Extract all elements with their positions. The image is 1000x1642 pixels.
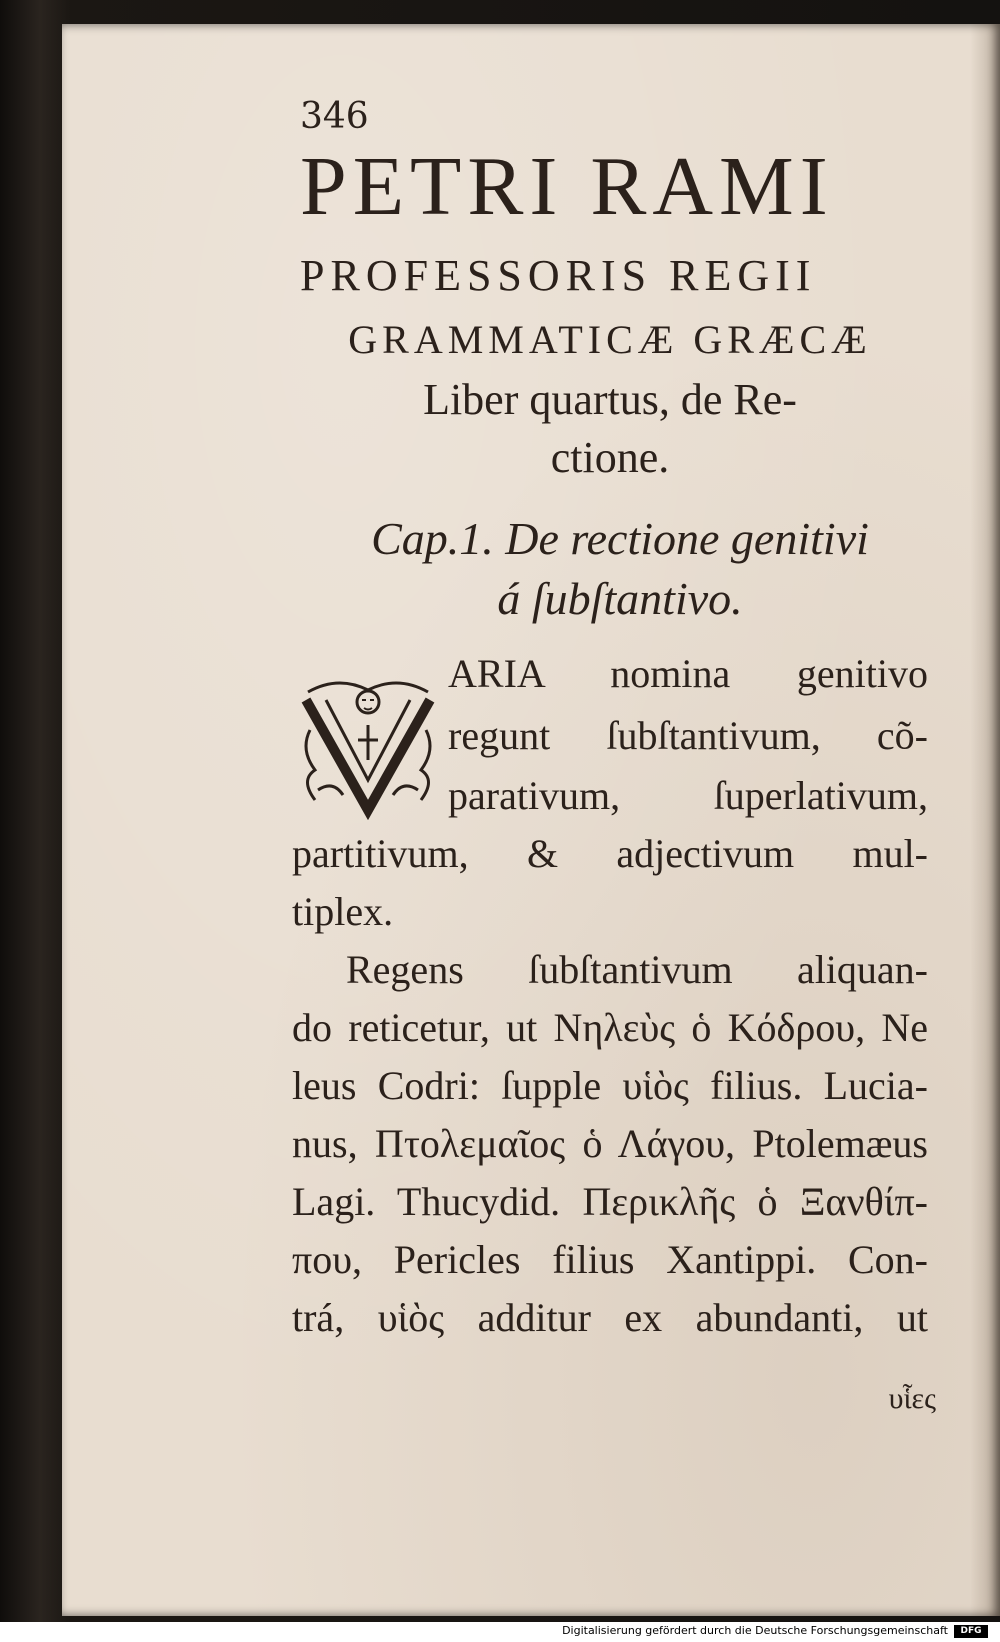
chapter-heading-line1: Cap.1. De rectione genitivi xyxy=(371,513,869,564)
paragraph2-line2: do reticetur, ut Νηλεὺς ὁ Κόδρου, Ne xyxy=(292,1005,928,1050)
paragraph2-line7: trá, υἱὸς additur ex abundanti, ut xyxy=(292,1295,928,1340)
title-author: PETRI RAMI xyxy=(300,140,834,233)
book-subtitle-line2: ctione. xyxy=(550,433,670,482)
book-subtitle-line1: Liber quartus, de Re- xyxy=(423,375,797,424)
footer-credit: Digitalisierung gefördert durch die Deutsche Forschungsgemeinschaft xyxy=(562,1624,948,1637)
chapter-heading-line2: á ſubſtantivo. xyxy=(497,573,743,624)
paragraph2-line1: Regens ſubſtantivum aliquan- xyxy=(346,947,928,992)
paragraph1-line1: ARIA nomina genitivo xyxy=(448,651,928,696)
paragraph1-line2: regunt ſubſtantivum, cõ- xyxy=(448,713,928,758)
page-number: 346 xyxy=(300,96,369,137)
decorated-initial-v-icon xyxy=(298,670,438,820)
digitization-footer xyxy=(0,1622,1000,1642)
paragraph1-line5: tiplex. xyxy=(292,889,394,934)
paragraph1-line4: partitivum, & adjectivum mul- xyxy=(292,831,928,876)
paragraph2-line4: nus, Πτολεμαῖος ὁ Λάγου, Ptolemæus xyxy=(292,1121,928,1166)
title-work: GRAMMATICÆ GRÆCÆ xyxy=(348,317,872,362)
paragraph1-line3: parativum, ſuperlativum, xyxy=(448,773,928,818)
paragraph2-line3: leus Codri: ſupple υἱὸς filius. Lucia- xyxy=(292,1063,928,1108)
dfg-logo-icon: DFG xyxy=(954,1625,988,1638)
paragraph2-line6: που, Pericles filius Xantippi. Con- xyxy=(292,1237,928,1282)
title-profession: PROFESSORIS REGII xyxy=(300,251,817,300)
paragraph2-line5: Lagi. Thucydid. Περικλῆς ὁ Ξανθίπ- xyxy=(292,1179,928,1224)
catchword: υἷες xyxy=(888,1382,936,1415)
